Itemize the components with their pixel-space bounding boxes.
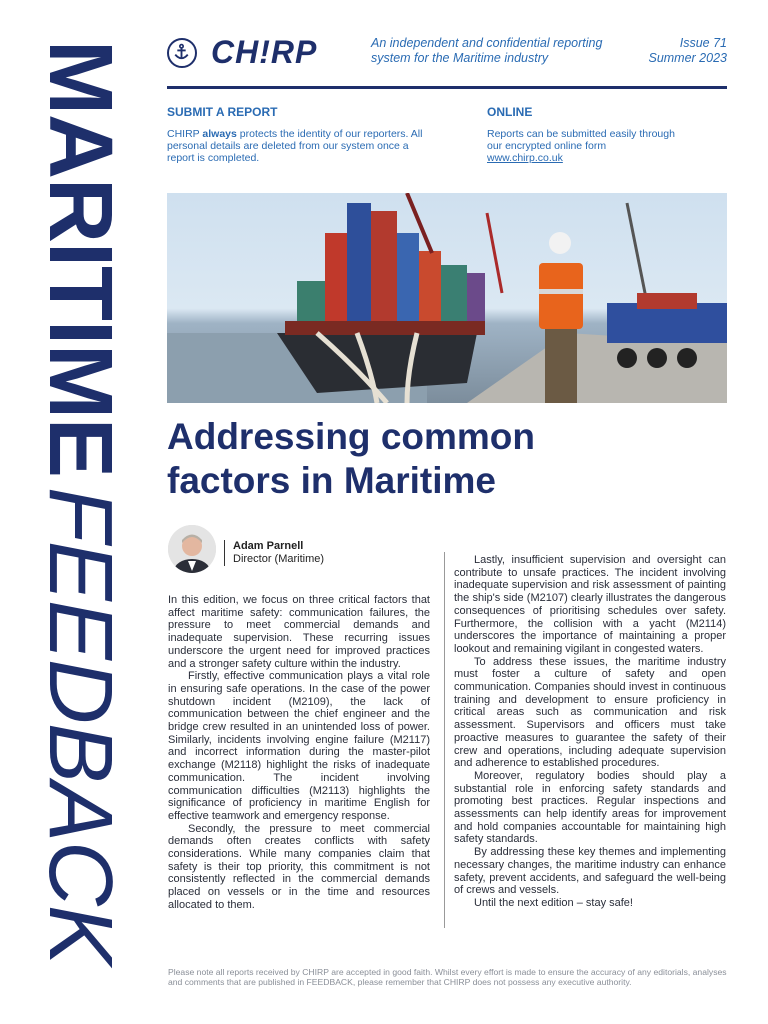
submit-report-text — [167, 128, 427, 164]
online-text: Reports can be submitted easily through our encrypted online form — [487, 128, 675, 152]
submit-text-bold: always — [202, 128, 237, 140]
disclaimer-footnote: Please note all reports received by CHIRP are accepted in good faith. Whilst every effort is made to ensure the accuracy of any editorials, analyses and comments that are published in FEEDBACK, please remember that CHIRP does not possess any executive authority. — [168, 967, 727, 987]
submit-text-start: CHIRP — [167, 128, 203, 140]
article-headline — [167, 415, 727, 503]
masthead-feedback: FEEDBACK — [30, 486, 130, 965]
author-byline — [224, 540, 324, 566]
cover-photo — [167, 193, 727, 403]
chirp-website-link[interactable]: www.chirp.co.uk — [487, 152, 563, 164]
paragraph: Lastly, insufficient supervision and oversight can contribute to unsafe practices. The incident involving inadequate supervision and risk assessment of painting the ship's side (M2107) clearly illustrates the dangerous consequences of prioritising schedules over safety. Furthermore, the collision with a yacht (M2114) underscores the importance of maintaining a proper lookout and remaining vigilant in congested waters. — [454, 554, 726, 655]
paragraph: Firstly, effective communication plays a vital role in ensuring safe operations. In the case of the power shutdown incident (M2109), the lack of communication between the chief engineer and the bridge crew resulted in an unintended loss of power. Similarly, incidents involving engine failure (M2117) and incorrect information during the master-pilot exchange (M2118) highlight the risks of inadequate communication. The incident involving communication difficulties (M2113) highlights the significance of proficiency in maritime English for effective teamwork and emergency response. — [168, 670, 430, 822]
article-column-right — [454, 554, 726, 910]
submit-report-block — [167, 106, 427, 164]
masthead-maritime: MARITIME — [30, 40, 130, 477]
issue-season: Summer 2023 — [648, 51, 727, 65]
submit-text-end: protects the identity of our reporters. All personal details are deleted from our system once a report is completed. — [167, 128, 423, 164]
header-rule — [167, 86, 727, 89]
issue-info — [627, 36, 727, 66]
anchor-icon — [167, 38, 197, 68]
paragraph: Moreover, regulatory bodies should play a substantial role in enforcing safety standards and promoting best practices. Regular inspections and assessments can help identify areas for improvement and hold companies accountable for maintaining high safety standards. — [454, 769, 726, 846]
author-avatar — [168, 525, 216, 573]
tagline: An independent and confidential reporting system for the Maritime industry — [371, 36, 603, 65]
paragraph: By addressing these key themes and implementing necessary changes, the maritime industry can enhance safety, prevent accidents, and safeguard the well-being of crews and vessels. — [454, 846, 726, 897]
online-block — [487, 106, 687, 164]
paragraph: Secondly, the pressure to meet commercial demands often creates conflicts with safety considerations. While many companies claim that safety is their top priority, this commitment is not consistently reflected in the commercial demands placed on vessels or in the time and resources allocated to them. — [168, 822, 430, 911]
paragraph: Until the next edition – stay safe! — [474, 896, 633, 909]
issue-number: Issue 71 — [679, 36, 727, 50]
online-heading: ONLINE — [487, 105, 533, 119]
header — [167, 30, 727, 90]
article-column-left — [168, 594, 430, 912]
author-name: Adam Parnell — [233, 540, 304, 552]
paragraph: To address these issues, the maritime industry must foster a culture of safety and open communication. Companies should invest in continuous training and development to ensure proficiency in critical areas such as communication and risk assessment. Supervisors and officers must take proactive measures to guarantee the safety of their crew and operations, including adequate supervision and adherence to established procedures. — [454, 655, 726, 770]
headline-line-2: factors in Maritime — [167, 460, 496, 501]
chirp-logo: CH!RP — [211, 34, 318, 70]
author-role: Director (Maritime) — [233, 553, 325, 565]
masthead — [30, 40, 140, 990]
paragraph: In this edition, we focus on three critical factors that affect maritime safety: communication failures, the pressure to meet commercial demands and inadequate supervision. These recurring issues underscore the urgent need for improved practices and a stronger safety culture within the industry. — [168, 594, 430, 670]
column-divider — [444, 552, 445, 928]
submit-report-heading: SUBMIT A REPORT — [167, 105, 278, 119]
headline-line-1: Addressing common — [167, 416, 535, 457]
